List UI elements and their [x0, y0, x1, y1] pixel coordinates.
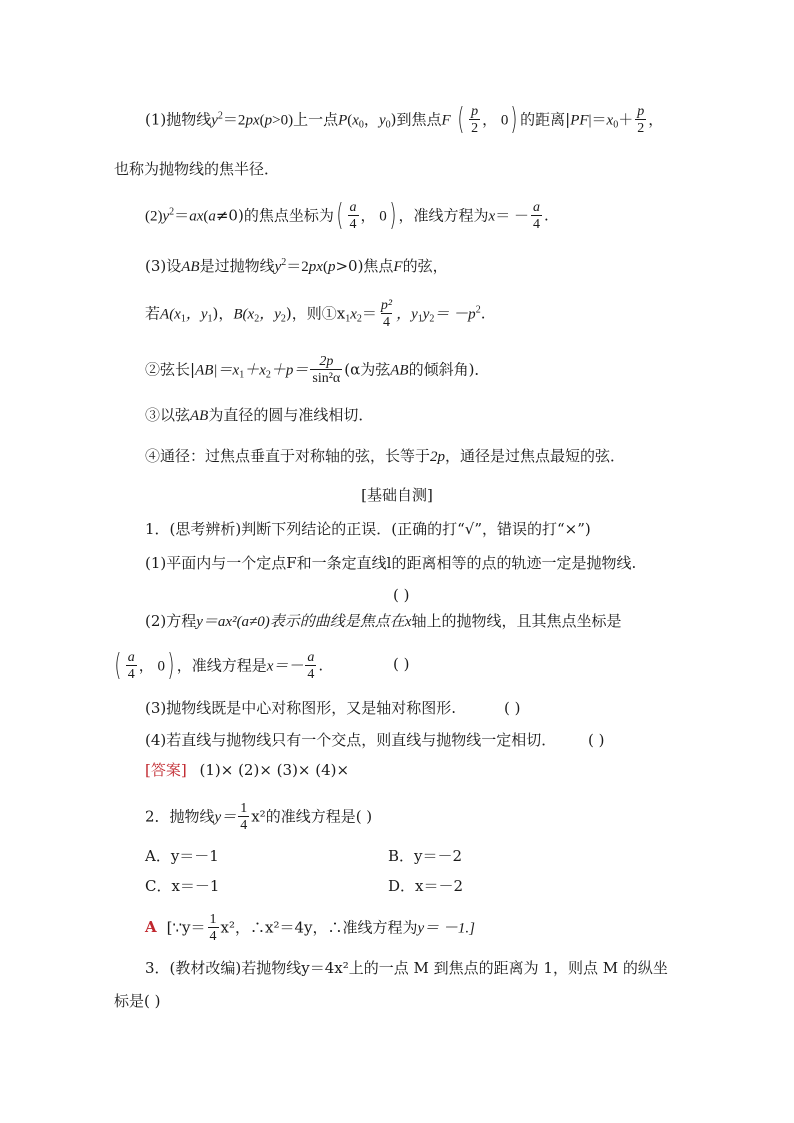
fraction-p-over-2: $\frac{p}{2}$: [471, 104, 479, 137]
section-title: [基础自测]: [361, 486, 433, 504]
q1-statement-3: (3)抛物线既是中心对称图形，又是轴对称图形.: [145, 699, 457, 717]
latus-rectum: ④通径：过焦点垂直于对称轴的弦，长等于2p，通径是过焦点最短的弦．: [145, 447, 626, 465]
q1-answer-blank-3: ( ): [504, 699, 521, 717]
tangent-circle: ③以弦AB为直径的圆与准线相切．: [145, 406, 374, 424]
q2-option-b: B．y＝－2: [388, 847, 463, 865]
q2-option-c: C．x＝－1: [145, 877, 220, 895]
property-1-continued: 也称为抛物线的焦半径．: [114, 160, 280, 178]
property-3-product: 若$A(x_1$，$y_1$)，$B(x_2$，$y_2$)，则$①x_1x_2=$ $\frac{\text{p²}}{4}$ ，$y_1y_2= -p^2$.: [145, 298, 486, 331]
fraction-p-over-2b: $\frac{p}{2}$: [637, 104, 645, 137]
q3-stem-line-1: 3．(教材改编)若抛物线y＝4x²上的一点 M 到焦点的距离为 1，则点 M 的纵坐: [145, 959, 668, 977]
q1-answer-blank-2: ( ): [393, 655, 410, 673]
q2-option-d: D．x＝－2: [388, 877, 464, 895]
q1-statement-1: (1)平面内与一个定点F和一条定直线l的距离相等的点的轨迹一定是抛物线.: [145, 554, 637, 572]
q2-option-a: A．y＝－1: [145, 847, 219, 865]
q1-stem: 1．(思考辨析)判断下列结论的正误．(正确的打“√”，错误的打“×”): [145, 520, 591, 538]
q1-statement-2-cont: ( $\frac{a}{4}$ ， 0) ，准线方程是x＝－ $\frac{a}{4}$ .: [114, 648, 324, 684]
q1-answer-blank-4: ( ): [588, 731, 605, 749]
q2-solution-letter: A: [145, 918, 157, 937]
chord-length: ②弦长$|AB|=x_1+x_2+p=$ $\frac{2p}{\text{sin²α}}$ (α为弦AB的倾斜角)．: [145, 354, 490, 387]
q1-answer-blank-1: ( ): [393, 586, 410, 604]
answer-tag: [答案]: [145, 761, 187, 779]
q2-stem: 2．抛物线y＝ $\frac{1}{4}$ x²的准线方程是( ): [145, 801, 373, 834]
q3-stem-line-2: 标是( ): [114, 992, 161, 1010]
q1-statement-4: (4)若直线与抛物线只有一个交点，则直线与抛物线一定相切．: [145, 731, 557, 749]
q1-statement-2: (2)方程y＝ax²(a≠0)表示的曲线是焦点在x轴上的抛物线，且其焦点坐标是: [145, 612, 622, 630]
q2-solution: A [∵y＝ $\frac{1}{4}$ x²，∴x²＝4y，∴准线方程为y＝ －1.]: [145, 912, 475, 945]
property-2: $(2)y^2=ax(a\ne 0)$的焦点坐标为( $\frac{a}{4}$ ， 0) ，准线方程为x＝ － $\frac{a}{4}$ .: [145, 198, 549, 234]
q1-answer: [答案] (1)× (2)× (3)× (4)×: [145, 761, 350, 779]
property-1: (1)抛物线$y^2=2px(p>0)$上一点$P(x_0$，$y_0$)到焦点F ( $\frac{p}{2}$ ， 0) 的距离$|PF|=x_0+$ $\frac{p}{2}$ ，: [145, 102, 664, 138]
property-3: (3)设AB是过抛物线$y^2=2px(p>0)$焦点F的弦，: [145, 257, 448, 275]
